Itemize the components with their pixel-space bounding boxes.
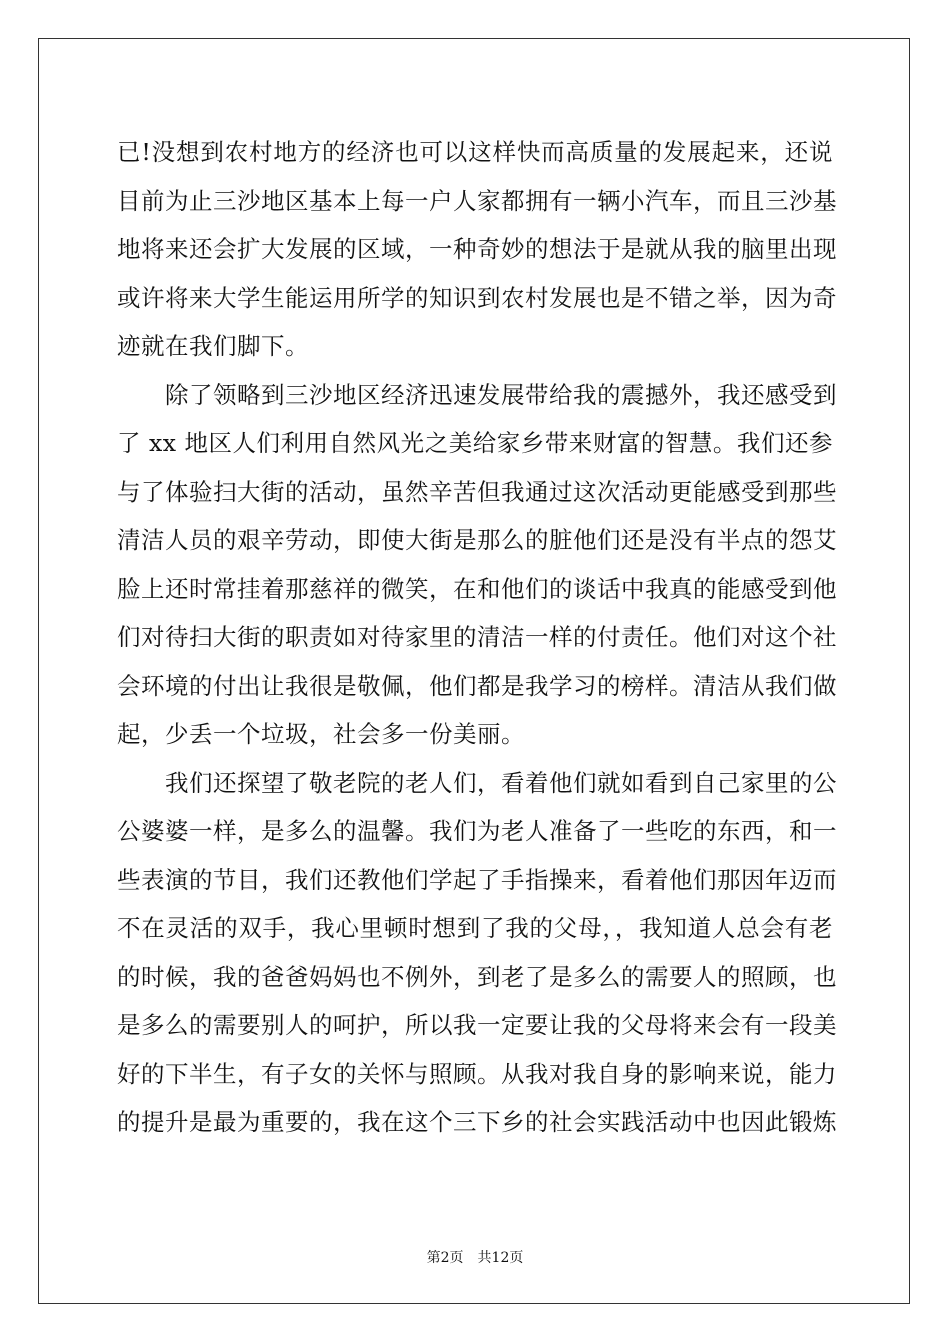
text-line: 我们还探望了敬老院的老人们，看着他们就如看到自己家里的公 [165,768,837,797]
text-line: 已!没想到农村地方的经济也可以这样快而高质量的发展起来，还说 [117,138,833,166]
text-line: 们对待扫大街的职责如对待家里的清洁一样的付责任。他们对这个社 [117,623,837,651]
text-line: 公婆婆一样，是多么的温馨。我们为老人准备了一些吃的东西，和一 [117,817,837,845]
text-line: 目前为止三沙地区基本上每一户人家都拥有一辆小汽车，而且三沙基 [117,186,837,215]
text-line: 的提升是最为重要的，我在这个三下乡的社会实践活动中也因此锻炼 [117,1108,837,1136]
text-line: 除了领略到三沙地区经济迅速发展带给我的震撼外，我还感受到 [165,380,837,409]
page-total: 共12页 [477,1250,524,1266]
paragraph-3 [117,759,837,1147]
paragraph-1 [117,128,837,371]
text-line: 些表演的节目，我们还教他们学起了手指操来，看着他们那因年迈而 [117,865,837,894]
paragraph-2 [117,371,837,759]
text-line: 地将来还会扩大发展的区域，一种奇妙的想法于是就从我的脑里出现 [117,235,837,263]
text-line: 是多么的需要别人的呵护，所以我一定要让我的父母将来会有一段美 [117,1011,837,1039]
page-footer [0,1247,950,1267]
text-line: 的时候，我的爸爸妈妈也不例外，到老了是多么的需要人的照顾，也 [117,962,837,991]
text-line: 好的下半生，有子女的关怀与照顾。从我对我自身的影响来说，能力 [117,1059,837,1088]
text-line: 会环境的付出让我很是敬佩，他们都是我学习的榜样。清洁从我们做 [117,671,837,700]
document-body [117,128,837,1147]
page-number: 第2页 [426,1250,464,1266]
text-line: 清洁人员的艰辛劳动，即使大街是那么的脏他们还是没有半点的怨艾 [117,526,837,554]
text-line: 迹就在我们脚下。 [117,332,309,360]
text-line: 起，少丢一个垃圾，社会多一份美丽。 [117,720,525,748]
text-line: 脸上还时常挂着那慈祥的微笑，在和他们的谈话中我真的能感受到他 [117,574,837,603]
text-line: 不在灵活的双手，我心里顿时想到了我的父母，，我知道人总会有老 [117,914,833,942]
text-line: 了 xx 地区人们利用自然风光之美给家乡带来财富的智慧。我们还参 [117,429,833,457]
text-line: 与了体验扫大街的活动，虽然辛苦但我通过这次活动更能感受到那些 [117,477,837,506]
text-line: 或许将来大学生能运用所学的知识到农村发展也是不错之举，因为奇 [117,283,837,312]
